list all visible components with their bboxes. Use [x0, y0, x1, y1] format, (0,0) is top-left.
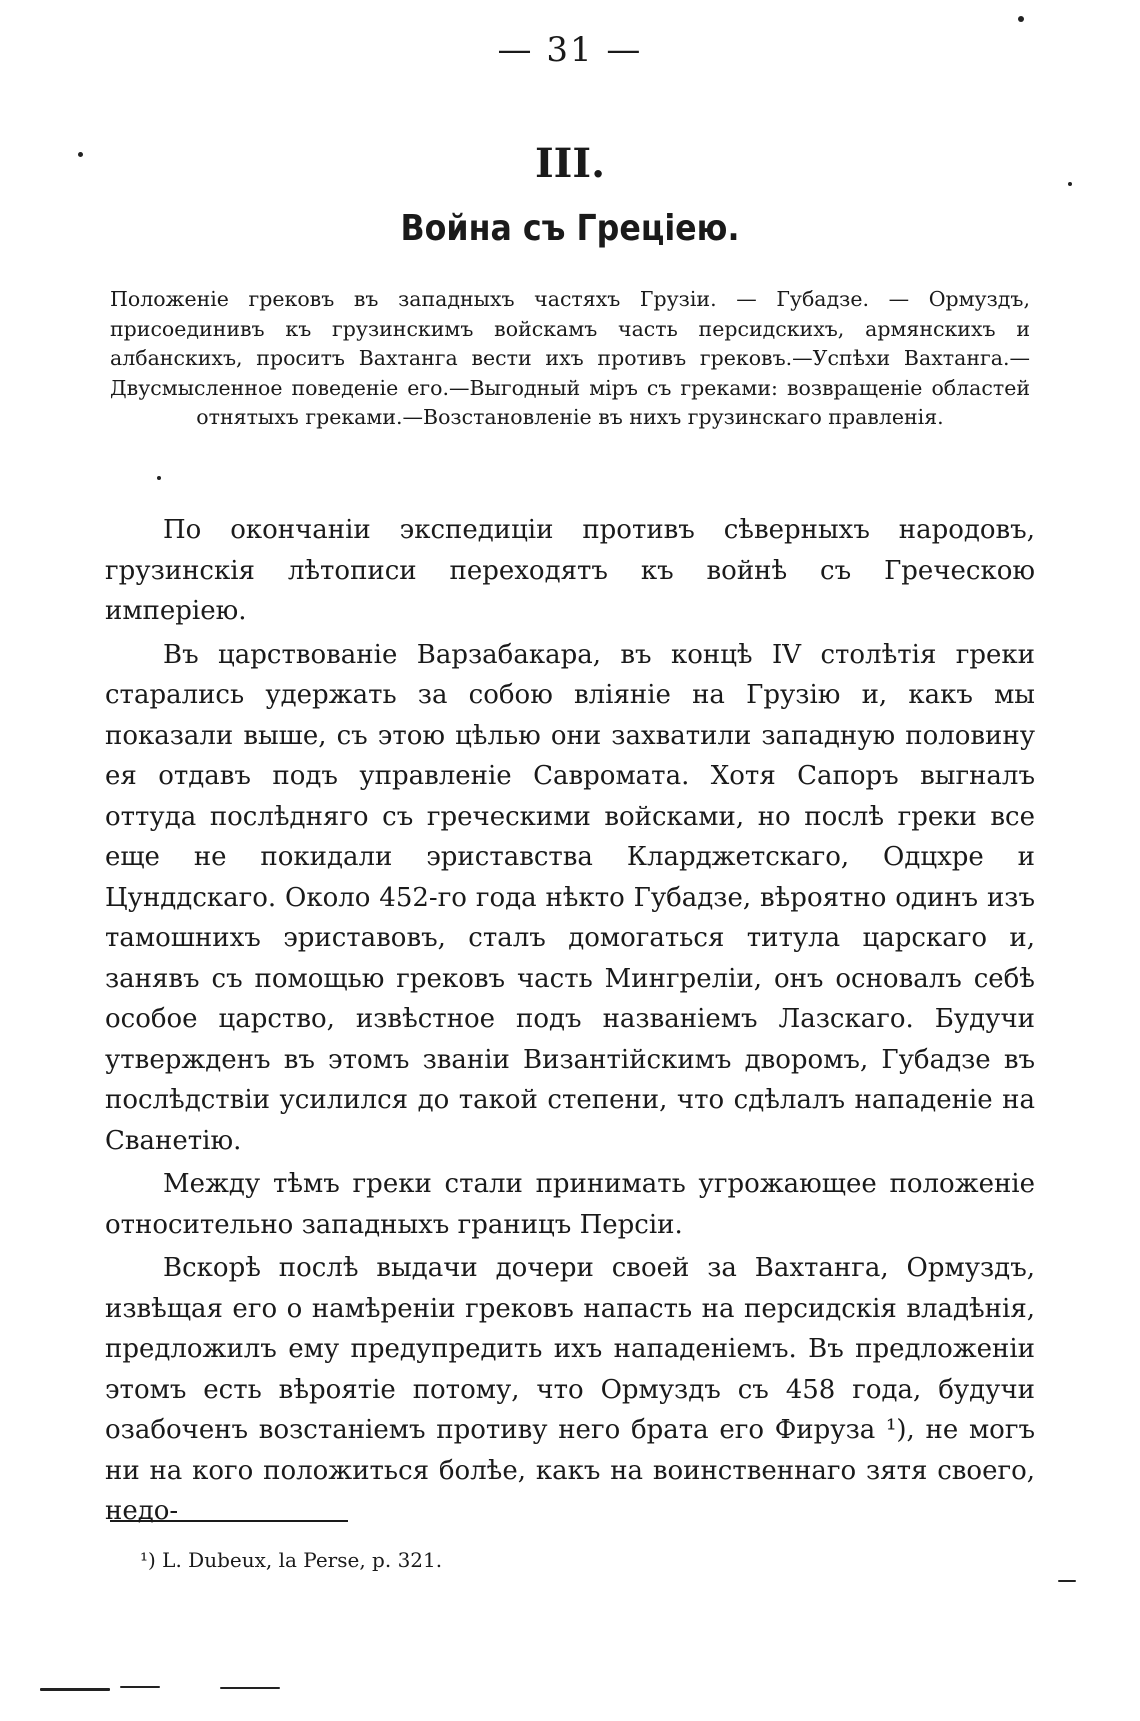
scan-speck	[78, 152, 83, 157]
scan-speck	[40, 1688, 110, 1691]
chapter-title: Война съ Грецiею.	[400, 208, 740, 249]
scan-speck	[220, 1687, 280, 1689]
paragraph: Между тѣмъ греки стали принимать угрожающее положенiе относительно западныхъ границъ Персiи.	[105, 1169, 1035, 1240]
chapter-numeral: III.	[534, 140, 606, 187]
page-number: — 31 —	[497, 30, 643, 70]
chapter-summary: Положенiе грековъ въ западныхъ частяхъ Грузiи. — Губадзе. — Ормуздъ, присоединивъ къ грузинскимъ войскамъ часть персидскихъ, армянскихъ и албанскихъ, проситъ Вахтанга вести ихъ противъ грековъ.—Успѣхи Вахтанга.—Двусмысленное поведенiе его.—Выгодный мiръ съ греками: возвращенiе областей отнятыхъ греками.—Возстановленiе въ нихъ грузинскаго правленiя.	[110, 287, 1030, 429]
footnote-rule	[110, 1520, 348, 1522]
scan-speck	[157, 476, 161, 480]
scan-speck	[1018, 16, 1024, 22]
footnote: ¹) L. Dubeux, la Perse, p. 321.	[140, 1548, 443, 1572]
paragraph: По окончанiи экспедицiи противъ сѣверныхъ народовъ, грузинскiя лѣтописи переходятъ къ войнѣ съ Греческою имперiею.	[105, 515, 1035, 626]
body-text	[105, 510, 1035, 1535]
paragraph: Вскорѣ послѣ выдачи дочери своей за Вахтанга, Ормуздъ, извѣщая его о намѣренiи грековъ напасть на персидскiя владѣнiя, предложилъ ему предупредить ихъ нападенiемъ. Въ предложенiи этомъ есть вѣроятiе потому, что Ормуздъ съ 458 года, будучи озабоченъ возстанiемъ противу него брата его Фируза ¹), не могъ ни на кого положиться болѣе, какъ на воинственнаго зятя своего, недо-	[105, 1253, 1035, 1526]
scan-speck	[1068, 182, 1072, 186]
paragraph: Въ царствованiе Варзабакара, въ концѣ IV столѣтiя греки старались удержать за собою влiянiе на Грузiю и, какъ мы показали выше, съ этою цѣлью они захватили западную половину ея отдавъ подъ управленiе Савромата. Хотя Сапоръ выгналъ оттуда послѣдняго съ греческими войсками, но послѣ греки все еще не покидали эриставства Кларджетскаго, Одцхре и Цунддскаго. Около 452-го года нѣкто Губадзе, вѣроятно одинъ изъ тамошнихъ эриставовъ, сталъ домогаться титула царскаго и, занявъ съ помощью грековъ часть Мингрелiи, онъ основалъ себѣ особое царство, извѣстное подъ названiемъ Лазскаго. Будучи утвержденъ въ этомъ званiи Византiйскимъ дворомъ, Губадзе въ послѣдствiи усилился до такой степени, что сдѣлалъ нападенiе на Сванетiю.	[105, 639, 1035, 1156]
scan-speck	[1058, 1580, 1076, 1582]
scan-speck	[120, 1686, 160, 1688]
